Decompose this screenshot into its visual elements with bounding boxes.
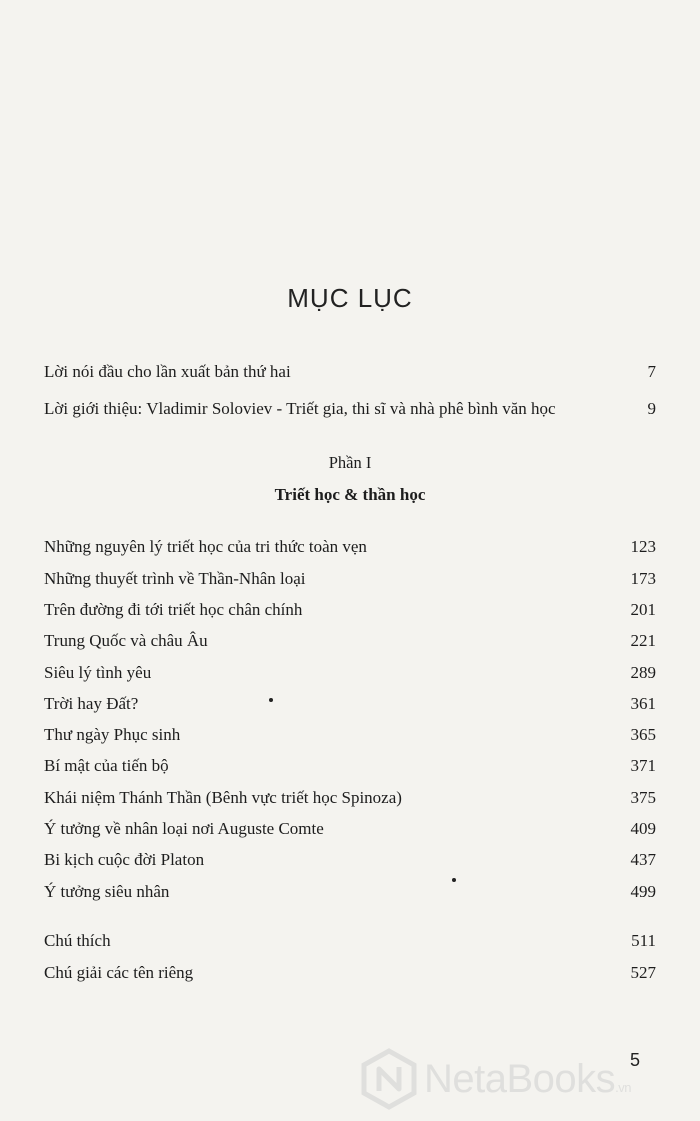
toc-entry-page: 511: [631, 931, 656, 950]
toc-title: MỤC LỤC: [287, 283, 413, 313]
toc-entry: [44, 536, 656, 558]
toc-entry-page: 499: [630, 882, 656, 901]
toc-entry-page: 375: [630, 788, 656, 807]
toc-entry-page: 173: [630, 569, 656, 588]
toc-entry: [44, 755, 656, 777]
toc-entry-label: Ý tưởng siêu nhân: [44, 882, 170, 901]
toc-entry: [44, 724, 656, 746]
part-label: Phần I: [328, 453, 372, 472]
toc-entry-label: Những thuyết trình về Thần-Nhân loại: [44, 569, 306, 588]
toc-entry: [44, 818, 656, 840]
toc-entry-label: Siêu lý tình yêu: [44, 663, 152, 682]
toc-entry: [44, 881, 656, 903]
watermark-brand: NetaBooks: [424, 1056, 616, 1101]
ink-speck: [452, 878, 456, 882]
toc-entry: [44, 361, 656, 383]
toc-entry-label: Trên đường đi tới triết học chân chính: [44, 600, 303, 619]
toc-entry-label: Lời nói đầu cho lần xuất bản thứ hai: [44, 362, 291, 381]
toc-entry-page: 371: [630, 756, 656, 775]
toc-entry-label: Bí mật của tiến bộ: [44, 756, 169, 775]
toc-entry-page: 201: [630, 600, 656, 619]
toc-entry: [44, 962, 656, 984]
toc-entry-label: Chú giải các tên riêng: [44, 963, 194, 982]
toc-entry-page: 9: [647, 399, 656, 418]
toc-entry-label: Ý tưởng về nhân loại nơi Auguste Comte: [44, 819, 324, 838]
toc-entry-page: 527: [630, 963, 656, 982]
toc-entry: [44, 599, 656, 621]
watermark-text: [424, 1057, 631, 1102]
page-number: 5: [629, 1050, 640, 1070]
toc-entry-page: 365: [630, 725, 656, 744]
toc-entry-label: Chú thích: [44, 931, 111, 950]
toc-entry-page: 289: [630, 663, 656, 682]
netabooks-logo-icon: [360, 1048, 418, 1110]
toc-entry-label: Thư ngày Phục sinh: [44, 725, 181, 744]
toc-entry: [44, 693, 656, 715]
watermark: [360, 1044, 700, 1114]
toc-entry-label: Trời hay Đất?: [44, 694, 139, 713]
toc-entry-label: Trung Quốc và châu Âu: [44, 631, 208, 650]
toc-entry: [44, 787, 656, 809]
watermark-suffix: .vn: [615, 1079, 632, 1095]
toc-entry-label: Lời giới thiệu: Vladimir Soloviev - Triết gia, thi sĩ và nhà phê bình văn học: [44, 399, 556, 418]
toc-entry: [44, 662, 656, 684]
toc-entry: [44, 630, 656, 652]
toc-entry-page: 7: [647, 362, 656, 381]
toc-entry-page: 221: [630, 631, 656, 650]
toc-entry-page: 123: [630, 537, 656, 556]
toc-entry: [44, 849, 656, 871]
part-title: Triết học & thần học: [274, 485, 426, 504]
ink-speck: [269, 698, 273, 702]
toc-entry-label: Khái niệm Thánh Thần (Bênh vực triết học Spinoza): [44, 788, 402, 807]
toc-entry-page: 409: [630, 819, 656, 838]
toc-entry-page: 361: [630, 694, 656, 713]
toc-entry: [44, 398, 656, 420]
toc-entry: [44, 930, 656, 952]
toc-entry: [44, 568, 656, 590]
toc-entry-page: 437: [630, 850, 656, 869]
toc-entry-label: Bi kịch cuộc đời Platon: [44, 850, 205, 869]
toc-entry-label: Những nguyên lý triết học của tri thức toàn vẹn: [44, 537, 367, 556]
